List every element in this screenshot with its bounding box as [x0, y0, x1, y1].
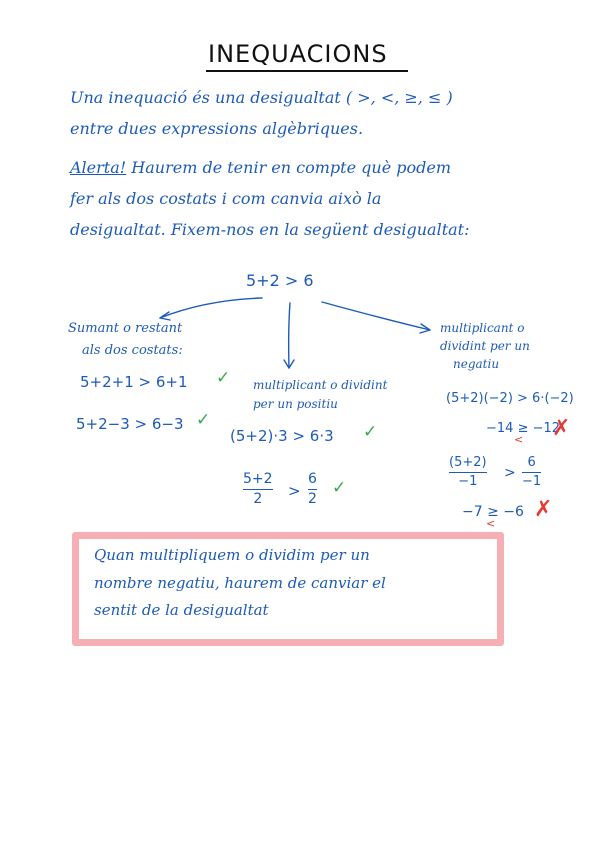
fraction-numerator: 5+2 [243, 471, 273, 487]
cross-icon: ✗ [534, 497, 553, 522]
cross-icon: ✗ [552, 416, 571, 441]
alerta-word: Alerta! [70, 158, 127, 177]
intro-line-2: entre dues expressions algèbriques. [70, 119, 364, 138]
rule-line-3: sentit de la desigualtat [94, 601, 269, 619]
intro-line-1: Una inequació és una desigualtat ( >, <, ≥, ≤ ) [70, 88, 453, 107]
check-icon: ✓ [196, 410, 211, 430]
fraction-numerator: 6 [308, 471, 317, 487]
fraction-numerator: 6 [527, 455, 536, 470]
middle-branch-label-2: per un positiu [253, 397, 338, 411]
fraction-bar [243, 489, 273, 491]
check-icon: ✓ [363, 422, 378, 442]
fraction-five-plus-two-over-minus-one [449, 456, 487, 489]
corrected-sign-mark: < [486, 517, 496, 530]
right-fraction-gt: > [504, 465, 516, 481]
arrow-right [322, 302, 430, 330]
right-branch-eq-1: (5+2)(−2) > 6·(−2) [446, 391, 574, 406]
arrow-left [160, 298, 262, 318]
right-branch-label-2: dividint per un [440, 339, 530, 353]
page-title: INEQUACIONS [208, 40, 388, 68]
alerta-line-2: fer als dos costats i com canvia això la [70, 189, 382, 208]
fraction-bar [522, 472, 541, 474]
right-branch-eq-3: −7 ≥ −6 [462, 504, 524, 520]
fraction-denominator: 2 [308, 491, 317, 508]
rule-line-2: nombre negatiu, haurem de canviar el [94, 574, 386, 592]
check-icon: ✓ [216, 368, 231, 388]
fraction-denominator: −1 [458, 474, 478, 490]
middle-fraction-gt: > [288, 482, 301, 500]
fraction-denominator: 2 [253, 491, 263, 508]
fraction-bar [449, 472, 487, 474]
right-branch-eq-2: −14 ≥ −12 [486, 421, 561, 436]
fraction-five-plus-two-over-two [243, 472, 273, 507]
rule-line-1: Quan multipliquem o dividim per un [94, 546, 370, 564]
arrow-middle [289, 303, 290, 368]
main-inequality: 5+2 > 6 [246, 271, 314, 290]
middle-branch-eq-1: (5+2)·3 > 6·3 [230, 427, 334, 445]
check-icon: ✓ [332, 478, 347, 498]
right-branch-label-3: negatiu [453, 357, 500, 371]
left-branch-eq-2: 5+2−3 > 6−3 [76, 415, 184, 433]
fraction-numerator: (5+2) [449, 455, 487, 470]
left-branch-label-1: Sumant o restant [68, 321, 183, 336]
fraction-bar [308, 489, 317, 491]
middle-branch-label-1: multiplicant o dividint [253, 378, 388, 392]
fraction-six-over-minus-one [522, 456, 541, 489]
corrected-sign-mark: < [514, 433, 524, 446]
right-branch-label-1: multiplicant o [440, 321, 525, 335]
left-branch-label-2: als dos costats: [82, 343, 183, 358]
fraction-six-over-two [308, 472, 317, 507]
alerta-line-3: desigualtat. Fixem-nos en la següent desigualtat: [70, 220, 470, 239]
fraction-denominator: −1 [522, 474, 542, 490]
left-branch-eq-1: 5+2+1 > 6+1 [80, 373, 188, 391]
alerta-line-1-rest: Haurem de tenir en compte què podem [126, 158, 452, 177]
